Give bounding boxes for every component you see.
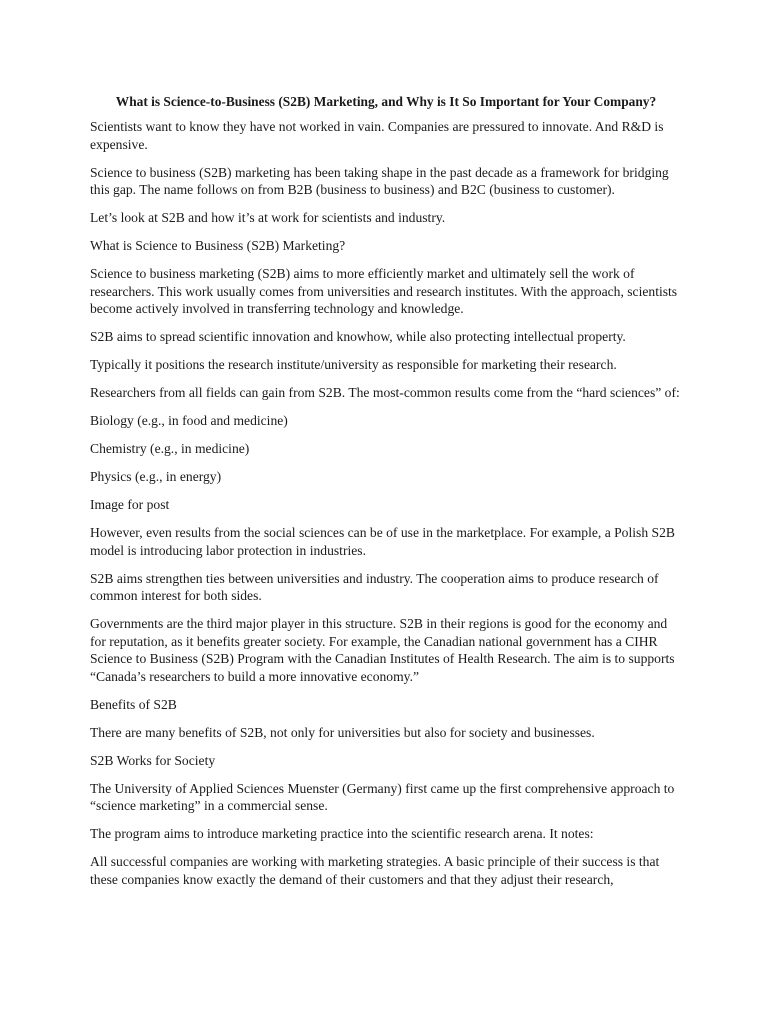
paragraph: Scientists want to know they have not worked in vain. Companies are pressured to innovate. And R&D is expensive.: [90, 119, 664, 152]
paragraph: Typically it positions the research institute/university as responsible for marketing their research.: [90, 357, 617, 372]
section-heading: S2B Works for Society: [90, 752, 216, 768]
paragraph: S2B aims to spread scientific innovation and knowhow, while also protecting intellectual property.: [90, 329, 626, 344]
paragraph: Governments are the third major player in this structure. S2B in their regions is good for the economy and for reputation, as it benefits greater society. For example, the Canadian national government has a CIHR Science to Business (S2B) Program with the Canadian Institutes of Health Research. The aim is to supports “Canada’s researchers to build a more innovative economy.”: [90, 616, 675, 684]
paragraph: Science to business (S2B) marketing has been taking shape in the past decade as a framework for bridging this gap. The name follows on from B2B (business to business) and B2C (business to customer).: [90, 164, 669, 197]
paragraph: S2B aims strengthen ties between universities and industry. The cooperation aims to produce research of common interest for both sides.: [90, 570, 659, 603]
list-item: Chemistry (e.g., in medicine): [90, 441, 250, 456]
paragraph: Let’s look at S2B and how it’s at work for scientists and industry.: [90, 210, 446, 225]
paragraph: Researchers from all fields can gain from S2B. The most-common results come from the “hard sciences” of:: [90, 385, 680, 400]
list-item: Physics (e.g., in energy): [90, 469, 222, 484]
paragraph: There are many benefits of S2B, not only for universities but also for society and businesses.: [90, 724, 595, 740]
image-placeholder-text: Image for post: [90, 497, 170, 512]
paragraph: The program aims to introduce marketing practice into the scientific research arena. It notes:: [90, 826, 594, 841]
section-heading: What is Science to Business (S2B) Marketing?: [90, 238, 346, 253]
list-item: Biology (e.g., in food and medicine): [90, 413, 288, 428]
paragraph: However, even results from the social sciences can be of use in the marketplace. For example, a Polish S2B model is introducing labor protection in industries.: [90, 525, 675, 558]
paragraph: The University of Applied Sciences Muenster (Germany) first came up the first comprehensive approach to “science marketing” in a commercial sense.: [90, 780, 675, 813]
document-title: What is Science-to-Business (S2B) Marketing, and Why is It So Important for Your Company?: [115, 94, 657, 109]
paragraph: All successful companies are working with marketing strategies. A basic principle of their success is that these companies know exactly the demand of their customers and that they adjust their research,: [90, 854, 660, 887]
paragraph: Science to business marketing (S2B) aims to more efficiently market and ultimately sell the work of researchers. This work usually comes from universities and research institutes. With the approach, scientists become actively involved in transferring technology and knowledge.: [90, 266, 678, 316]
section-heading: Benefits of S2B: [90, 696, 177, 712]
